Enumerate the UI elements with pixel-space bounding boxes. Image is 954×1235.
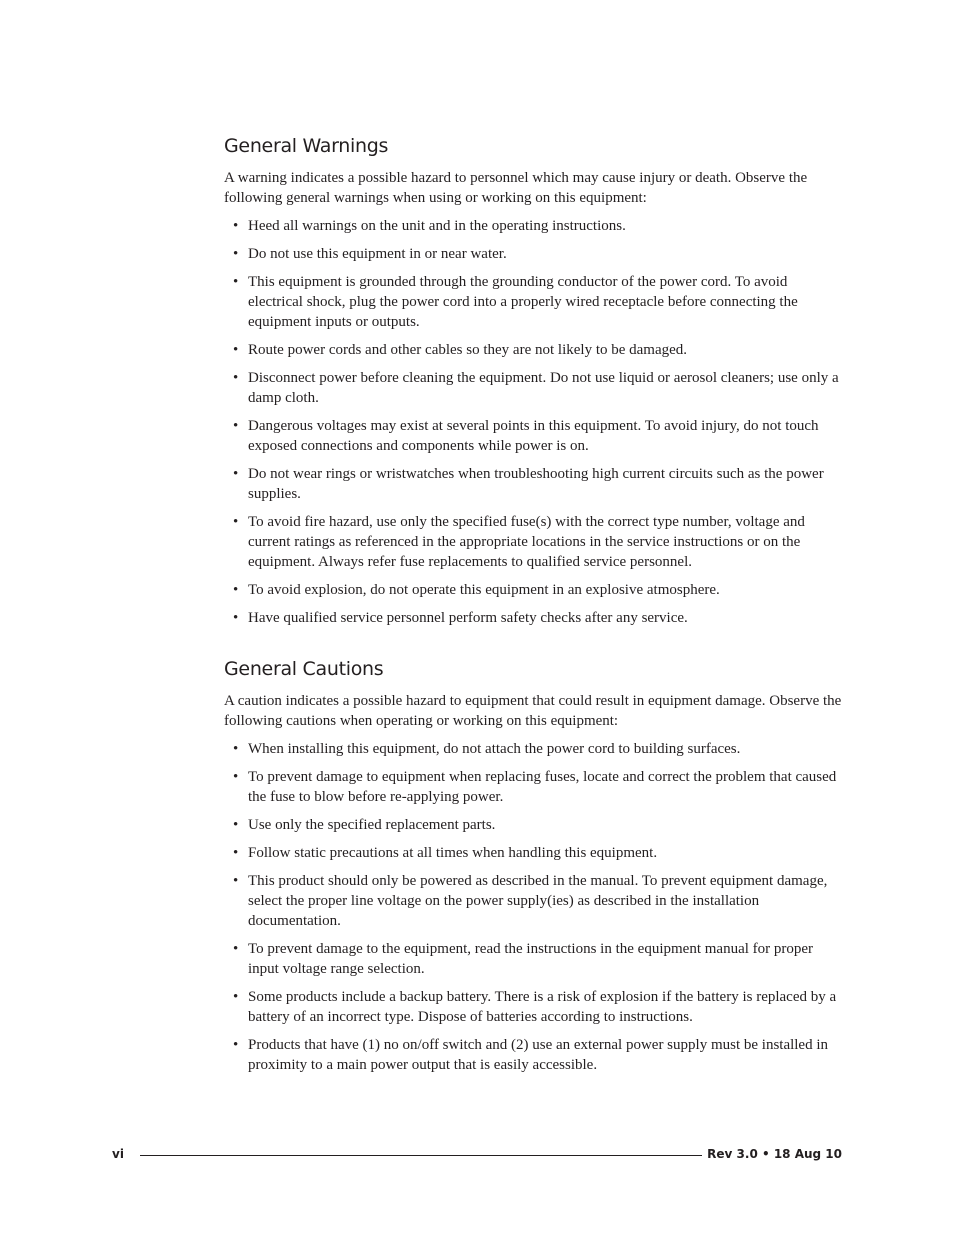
bullet-icon: • [233,582,239,598]
list-item: • To prevent damage to the equipment, read the instructions in the equipment manual for proper input voltage range selection. [233,941,814,977]
page-content [224,133,842,1083]
section-spacer [224,636,842,656]
bullet-icon: • [233,769,239,785]
list-item: • Have qualified service personnel perform safety checks after any service. [233,610,688,626]
page-number: vi [112,1147,124,1161]
list-item: • Route power cords and other cables so they are not likely to be damaged. [233,342,688,358]
general-warnings-section [224,133,842,628]
list-item: • Some products include a backup battery. There is a risk of explosion if the battery is replaced by a battery of an incorrect type. Dispose of batteries according to instructions. [233,989,837,1025]
list-item: • Follow static precautions at all times when handling this equipment. [233,845,658,861]
bullet-icon: • [233,873,239,889]
list-item: • To prevent damage to equipment when replacing fuses, locate and correct the problem that caused the fuse to blow before re-applying power. [233,769,837,805]
general-cautions-section [224,656,842,1075]
bullet-icon: • [233,610,239,626]
list-item: • Heed all warnings on the unit and in the operating instructions. [233,218,626,234]
bullet-icon: • [233,989,239,1005]
footer-rule [140,1155,702,1156]
bullet-icon: • [233,817,239,833]
list-item: • Do not use this equipment in or near water. [233,246,507,262]
list-item: • This product should only be powered as described in the manual. To prevent equipment damage, select the proper line voltage on the power supply(ies) as described in the installation documentation. [233,873,828,929]
section-heading-cautions: General Cautions [224,658,384,680]
warnings-list [224,216,842,628]
list-item: • Products that have (1) no on/off switch and (2) use an external power supply must be installed in proximity to a main power output that is easily accessible. [233,1037,829,1073]
bullet-icon: • [233,466,239,482]
list-item: • This equipment is grounded through the grounding conductor of the power cord. To avoid electrical shock, plug the power cord into a properly wired receptacle before connecting the equipment inputs or outputs. [233,274,798,330]
list-item: • Use only the specified replacement parts. [233,817,496,833]
list-item: • Disconnect power before cleaning the equipment. Do not use liquid or aerosol cleaners; use only a damp cloth. [233,370,839,406]
list-item: • To avoid explosion, do not operate this equipment in an explosive atmosphere. [233,582,720,598]
bullet-icon: • [233,418,239,434]
bullet-icon: • [233,845,239,861]
bullet-icon: • [233,1037,239,1053]
bullet-icon: • [233,741,239,757]
bullet-icon: • [233,514,239,530]
bullet-icon: • [233,218,239,234]
bullet-icon: • [233,342,239,358]
page-footer [112,1145,842,1165]
section-heading-warnings: General Warnings [224,135,389,157]
list-item: • Dangerous voltages may exist at several points in this equipment. To avoid injury, do not touch exposed connections and components while power is on. [233,418,819,454]
list-item: • Do not wear rings or wristwatches when troubleshooting high current circuits such as the power supplies. [233,466,824,502]
bullet-icon: • [233,246,239,262]
list-item: • When installing this equipment, do not attach the power cord to building surfaces. [233,741,741,757]
bullet-icon: • [233,274,239,290]
bullet-icon: • [233,370,239,386]
warnings-intro: A warning indicates a possible hazard to personnel which may cause injury or death. Observe the following general warnings when using or working on this equipment: [224,170,808,206]
cautions-intro: A caution indicates a possible hazard to equipment that could result in equipment damage. Observe the following cautions when operating or working on this equipment: [224,693,842,729]
list-item: • To avoid fire hazard, use only the specified fuse(s) with the correct type number, voltage and current ratings as referenced in the appropriate locations in the service instructions or on the equipment. Always refer fuse replacements to qualified service personnel. [233,514,805,570]
cautions-list [224,739,842,1075]
bullet-icon: • [233,941,239,957]
revision-label: Rev 3.0 • 18 Aug 10 [707,1147,842,1161]
